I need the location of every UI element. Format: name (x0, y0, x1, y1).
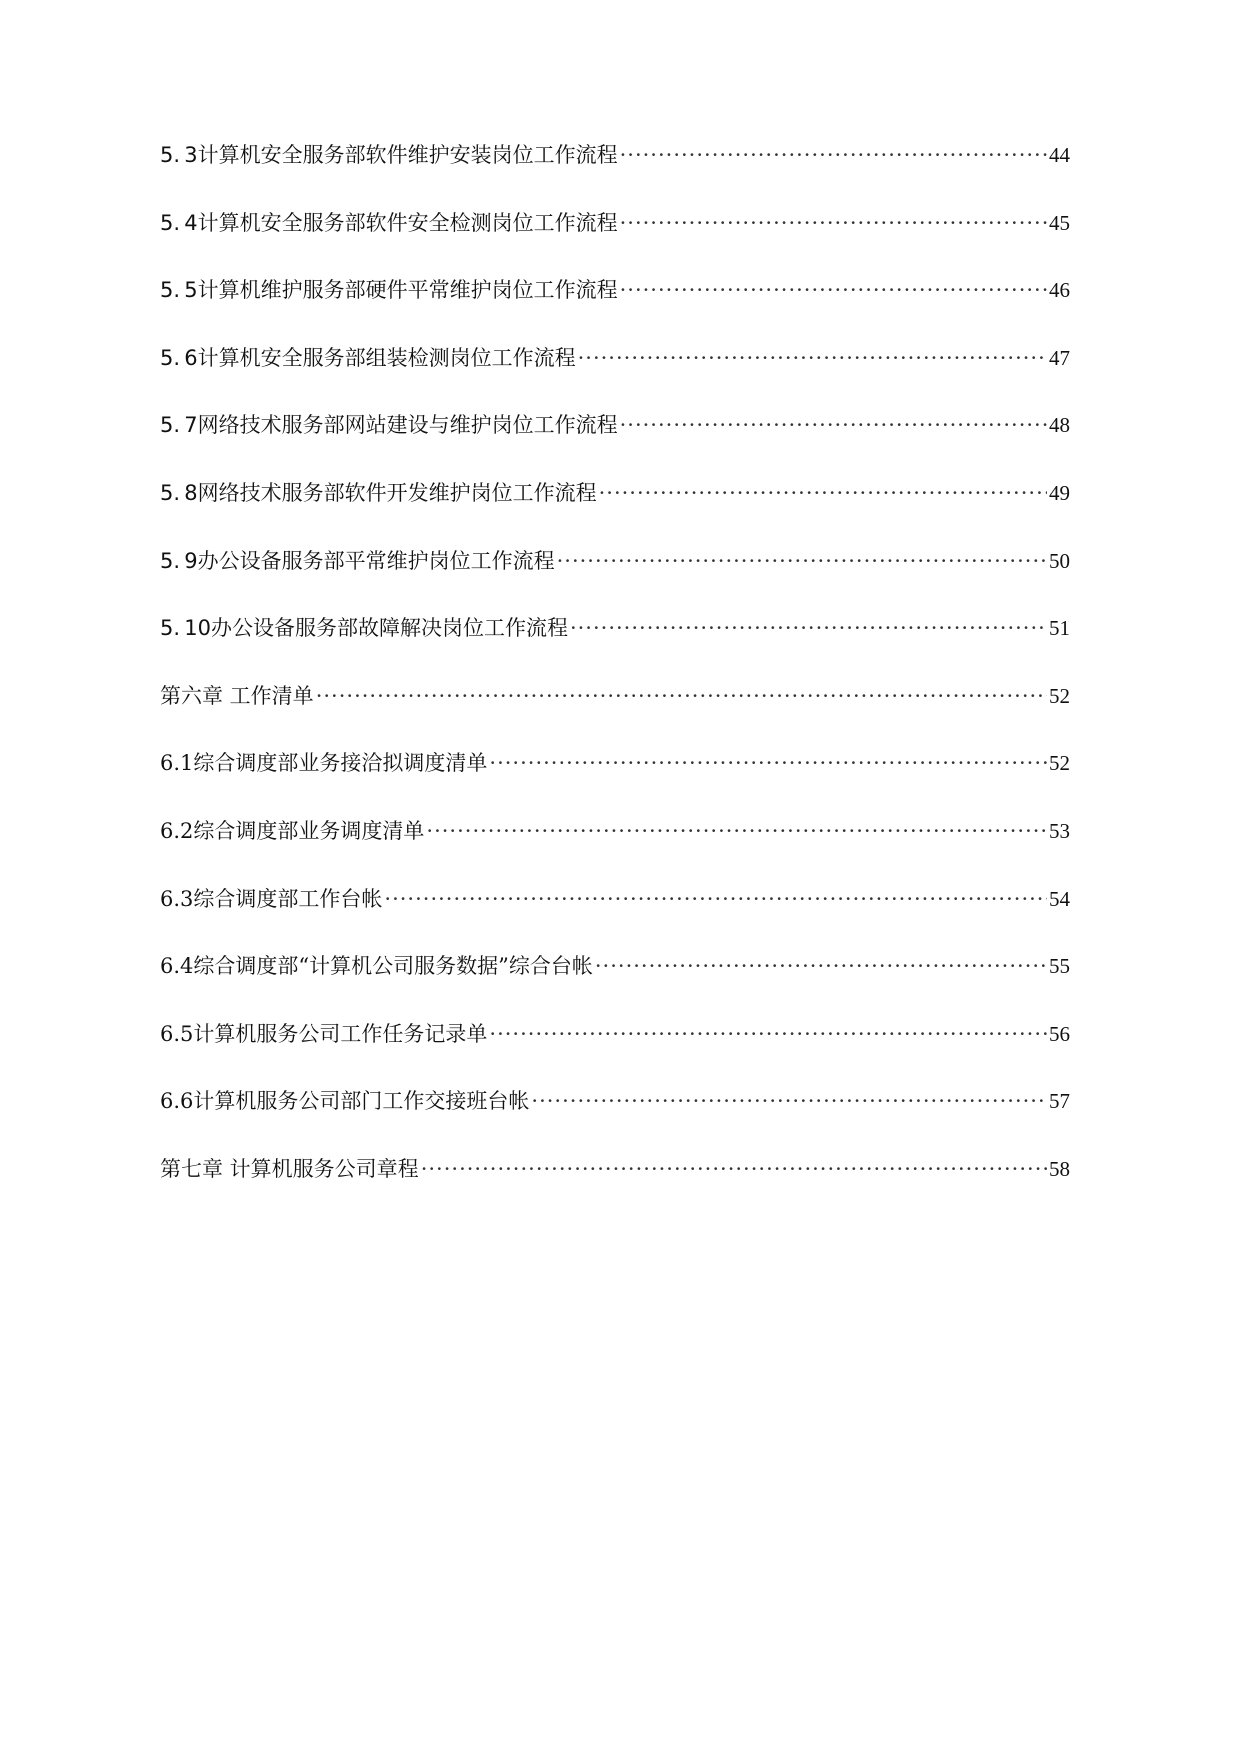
dot-leader (557, 546, 1047, 576)
toc-entry-text: 网络技术服务部软件开发维护岗位工作流程 (197, 480, 597, 505)
toc-page-number: 56 (1049, 1021, 1070, 1046)
toc-entry-title (160, 613, 568, 643)
toc-entry-title (160, 275, 618, 305)
toc-entry-text: 6.6计算机服务公司部门工作交接班台帐 (160, 1089, 530, 1114)
toc-entry-5-4[interactable] (160, 208, 1070, 276)
toc-entry-5-5[interactable] (160, 275, 1070, 343)
toc-entry-6-3[interactable] (160, 884, 1070, 952)
toc-entry-title (160, 681, 314, 711)
dot-leader (578, 343, 1047, 373)
toc-entry-chapter-7[interactable] (160, 1154, 1070, 1222)
toc-entry-number: 5. 9 (160, 548, 198, 573)
toc-entry-title (160, 410, 618, 440)
toc-entry-text: 办公设备服务部故障解决岗位工作流程 (210, 616, 568, 641)
toc-entry-6-1[interactable] (160, 748, 1070, 816)
dot-leader (489, 1019, 1047, 1049)
toc-page-number: 45 (1049, 210, 1070, 235)
dot-leader (599, 478, 1047, 508)
toc-entry-5-3[interactable] (160, 140, 1070, 208)
toc-entry-text: 6.2综合调度部业务调度清单 (160, 818, 425, 843)
toc-entry-text: 6.4综合调度部“计算机公司服务数据”综合台帐 (160, 954, 593, 979)
toc-entry-title (160, 478, 597, 508)
toc-entry-number: 5. 8 (160, 480, 198, 505)
toc-entry-text: 计算机安全服务部软件维护安装岗位工作流程 (197, 143, 618, 167)
dot-leader (620, 275, 1047, 305)
toc-entry-text: 6.1综合调度部业务接洽拟调度清单 (160, 751, 488, 776)
dot-leader (489, 748, 1047, 778)
toc-entry-6-4[interactable] (160, 951, 1070, 1019)
toc-entry-title (160, 343, 576, 373)
toc-entry-5-10[interactable] (160, 613, 1070, 681)
toc-entry-5-6[interactable] (160, 343, 1070, 411)
dot-leader (620, 410, 1047, 440)
toc-entry-text: 第七章 计算机服务公司章程 (160, 1156, 419, 1181)
toc-entry-number: 5. 7 (160, 413, 198, 438)
dot-leader (421, 1154, 1047, 1184)
toc-entry-text: 6.5计算机服务公司工作任务记录单 (160, 1021, 488, 1046)
toc-page-number: 50 (1049, 548, 1070, 573)
toc-page-number: 49 (1049, 480, 1070, 505)
toc-entry-title (160, 951, 593, 981)
toc-page-number: 53 (1049, 818, 1070, 843)
toc-entry-6-6[interactable] (160, 1086, 1070, 1154)
dot-leader (531, 1086, 1047, 1116)
toc-entry-chapter-6[interactable] (160, 681, 1070, 749)
toc-page-number: 48 (1049, 413, 1070, 438)
toc-entry-text: 计算机安全服务部软件安全检测岗位工作流程 (197, 210, 618, 235)
toc-entry-title (160, 1154, 419, 1184)
toc-entry-6-2[interactable] (160, 816, 1070, 884)
dot-leader (426, 816, 1047, 846)
toc-entry-text: 6.3综合调度部工作台帐 (160, 886, 383, 911)
toc-page-number: 47 (1049, 345, 1070, 370)
dot-leader (384, 884, 1047, 914)
toc-page-number: 52 (1049, 751, 1070, 776)
dot-leader (595, 951, 1047, 981)
dot-leader (570, 613, 1047, 643)
toc-entry-title (160, 816, 424, 846)
toc-page-number: 46 (1049, 278, 1070, 303)
toc-page-number: 57 (1049, 1089, 1070, 1114)
toc-entry-number: 5. 6 (160, 345, 198, 370)
toc-page-number: 58 (1049, 1156, 1070, 1181)
table-of-contents (160, 140, 1070, 1222)
toc-page-number: 44 (1049, 143, 1070, 167)
toc-entry-5-9[interactable] (160, 546, 1070, 614)
toc-entry-5-8[interactable] (160, 478, 1070, 546)
toc-page-number: 52 (1049, 683, 1070, 708)
toc-entry-6-5[interactable] (160, 1019, 1070, 1087)
toc-entry-number: 5. 4 (160, 210, 198, 235)
toc-entry-5-7[interactable] (160, 410, 1070, 478)
toc-entry-text: 第六章 工作清单 (160, 683, 314, 708)
toc-entry-text: 办公设备服务部平常维护岗位工作流程 (197, 548, 555, 573)
toc-entry-title (160, 208, 618, 238)
toc-page-number: 54 (1049, 886, 1070, 911)
toc-entry-title (160, 748, 487, 778)
toc-page-number: 55 (1049, 954, 1070, 979)
toc-entry-title (160, 1086, 529, 1116)
toc-entry-title (160, 546, 555, 576)
toc-entry-title (160, 140, 618, 170)
toc-entry-number: 5. 3 (160, 143, 198, 167)
toc-entry-text: 计算机维护服务部硬件平常维护岗位工作流程 (197, 278, 618, 303)
dot-leader (620, 208, 1047, 238)
toc-entry-title (160, 1019, 487, 1049)
toc-entry-number: 5. 10 (160, 616, 211, 641)
dot-leader (316, 681, 1047, 711)
toc-entry-text: 网络技术服务部网站建设与维护岗位工作流程 (197, 413, 618, 438)
dot-leader (620, 140, 1047, 170)
toc-entry-number: 5. 5 (160, 278, 198, 303)
toc-entry-title (160, 884, 382, 914)
toc-page-number: 51 (1049, 616, 1070, 641)
toc-entry-text: 计算机安全服务部组装检测岗位工作流程 (197, 345, 576, 370)
